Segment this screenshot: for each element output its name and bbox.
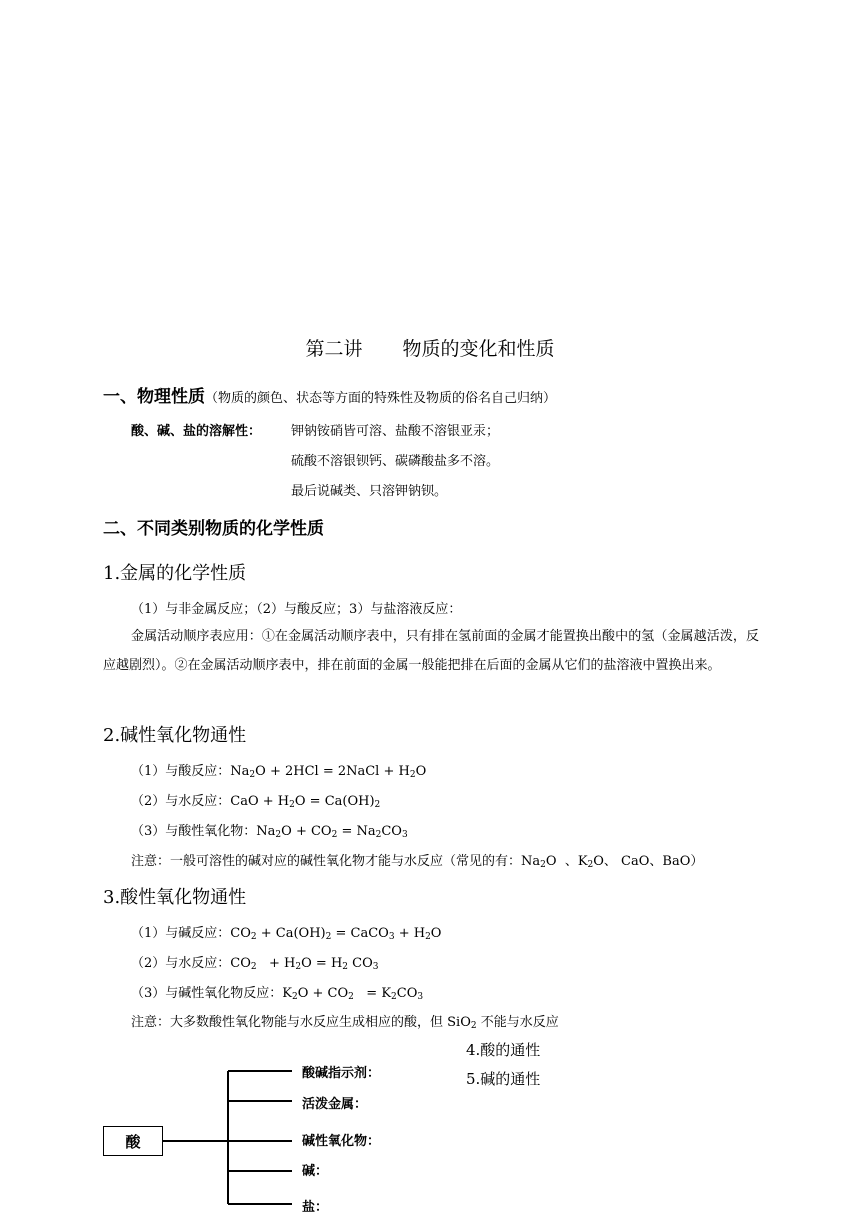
- section-note: （物质的颜色、状态等方面的特殊性及物质的俗名自己归纳）: [205, 391, 557, 406]
- basic-oxide-note: [131, 850, 703, 869]
- rhyme-line-1: 钾钠铵硝皆可溶、盐酸不溶银亚汞；: [291, 424, 500, 439]
- section-heading: 一、物理性质: [103, 387, 205, 407]
- metal-reactions: （1）与非金属反应；（2）与酸反应；3）与盐溶液反应：: [131, 602, 462, 617]
- rhyme-line-2: 硫酸不溶银钡钙、碳磷酸盐多不溶。: [291, 454, 500, 469]
- branch-active-metal: 活泼金属：: [302, 1097, 368, 1112]
- note-rest: 、BaO）: [649, 854, 704, 869]
- line-label: （2）与水反应：: [131, 956, 231, 971]
- metal-activity-paragraph: 金属活动顺序表应用：①在金属活动顺序表中，只有排在氢前面的金属才能置换出酸中的氢（金属越活泼，反应越剧烈）。②在金属活动顺序表中，排在前面的金属一般能把排在后面的金属从它们的盐溶液中置换出来。: [103, 629, 759, 673]
- line-label: （1）与酸反应：: [131, 764, 231, 779]
- acid-oxide-line-2: [131, 952, 379, 971]
- equation: $CO_2 + H_2O = H_2$ $CO_3$: [230, 956, 379, 972]
- equation: $K_2O + CO_2 = K_2CO_3$: [282, 986, 424, 1002]
- basic-oxide-line-3: [131, 820, 408, 839]
- line-label: （2）与水反应：: [131, 794, 231, 809]
- formula-list: $Na_2O$ 、$K_2O$、 CaO: [521, 854, 650, 870]
- acid-oxide-line-1: [131, 922, 441, 941]
- equation: CaO + $H_2O = Ca(OH)_2$: [230, 794, 381, 810]
- title-topic: 物质的变化和性质: [402, 338, 555, 360]
- branch-indicator: 酸碱指示剂：: [302, 1066, 381, 1081]
- acid-root-box: 酸: [103, 1126, 163, 1156]
- note-rest: 不能与水反应: [480, 1015, 559, 1030]
- acid-oxide-line-3: [131, 982, 423, 1001]
- acid-properties-heading: 4.酸的通性: [466, 1041, 541, 1059]
- metal-heading: 1.金属的化学性质: [103, 563, 247, 584]
- line-label: （3）与碱性氧化物反应：: [131, 986, 283, 1001]
- section-chemical-properties: 二、不同类别物质的化学性质: [103, 519, 324, 539]
- branch-base: 碱：: [302, 1164, 329, 1179]
- page-title: [0, 334, 860, 361]
- acid-tree-lines: [160, 1060, 310, 1210]
- formula: SiO$_2$: [443, 1015, 477, 1031]
- note-text: 注意：一般可溶性的碱对应的碱性氧化物才能与水反应（常见的有：: [131, 854, 522, 869]
- acid-oxide-heading: 3.酸性氧化物通性: [103, 887, 247, 908]
- branch-salt: 盐：: [302, 1200, 329, 1215]
- solubility-label: 酸、碱、盐的溶解性：: [131, 424, 262, 439]
- rhyme-line-3: 最后说碱类、只溶钾钠钡。: [291, 484, 448, 499]
- equation: $Na_2O + CO_2 = Na_2CO_3$: [256, 824, 408, 840]
- line-label: （1）与碱反应：: [131, 926, 231, 941]
- branch-basic-oxide: 碱性氧化物：: [302, 1134, 381, 1149]
- base-properties-heading: 5.碱的通性: [466, 1070, 541, 1088]
- basic-oxide-line-2: [131, 790, 380, 809]
- basic-oxide-line-1: [131, 760, 426, 779]
- line-label: （3）与酸性氧化物：: [131, 824, 257, 839]
- equation: $Na_2O + 2HCl$ = 2NaCl + $H_2O$: [230, 764, 427, 780]
- basic-oxide-heading: 2.碱性氧化物通性: [103, 725, 247, 746]
- equation: $CO_2 + Ca(OH)_2$ = CaCO$_3$ + $H_2O$: [230, 926, 442, 942]
- section-physical-properties: [103, 382, 556, 407]
- acid-oxide-note: [131, 1011, 559, 1030]
- title-lecture: 第二讲: [305, 338, 363, 360]
- note-text: 注意：大多数酸性氧化物能与水反应生成相应的酸，但: [131, 1015, 444, 1030]
